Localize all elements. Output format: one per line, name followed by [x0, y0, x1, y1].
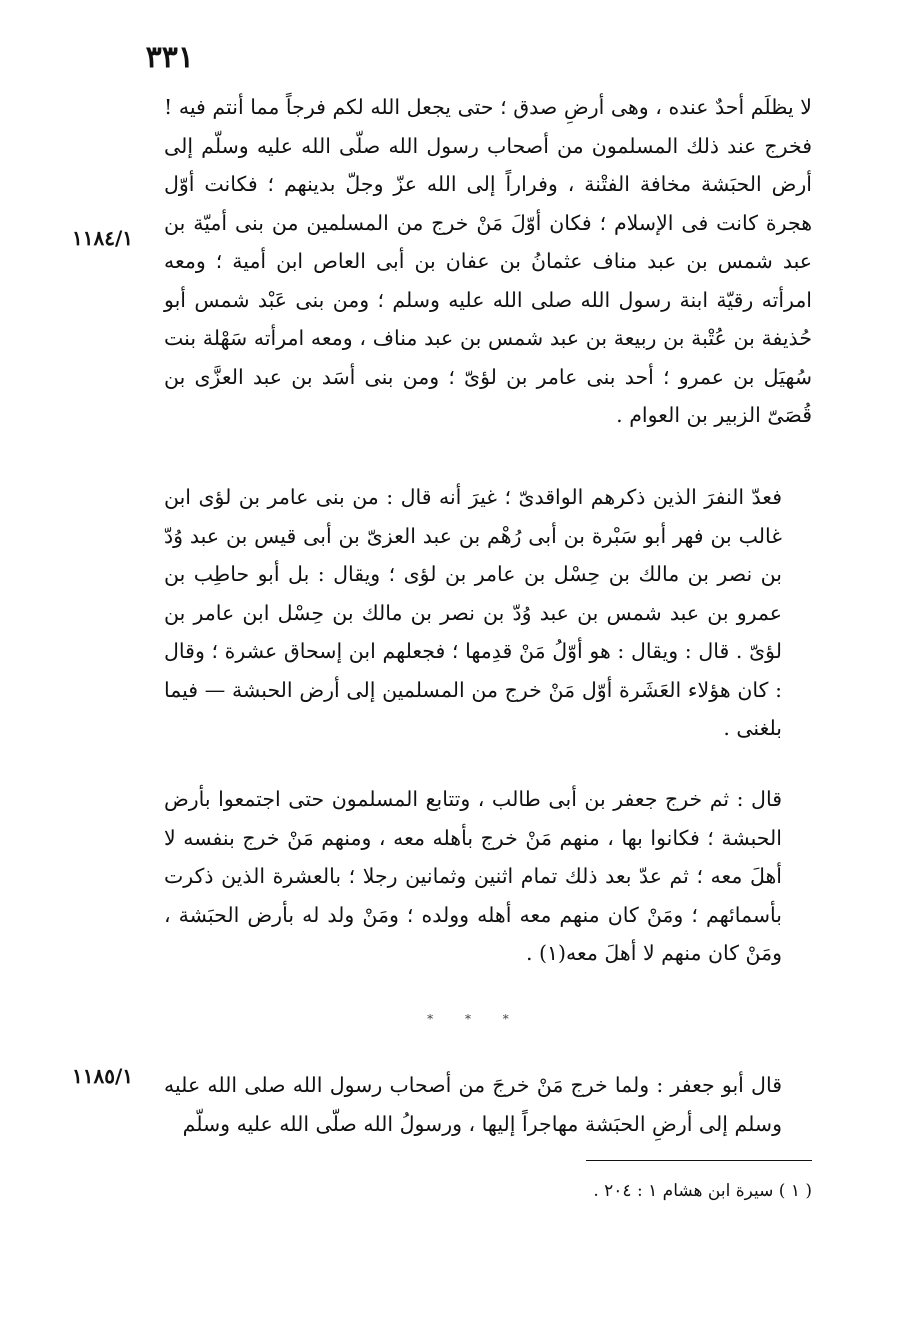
paragraph-3 — [164, 780, 812, 973]
paragraph-text: لا يظلَم أحدٌ عنده ، وهى أرضِ صدق ؛ حتى يجعل الله لكم فرجاً مما أنتم فيه ! فخرج عند ذلك المسلمون من أصحاب رسول الله صلّى الله عليه وسلّم إلى أرض الحبَشة مخافة الفتْنة ، وفراراً إلى الله عزّ وجلّ بدينهم ؛ فكانت أوّل هجرة كانت فى الإسلام ؛ فكان أوّلَ مَنْ خرج من المسلمين من بنى أميّة بن عبد شمس بن عبد مناف عثمانُ بن عفان بن أبى العاص ابن أمية ؛ ومعه امرأته رقيّة ابنة رسول الله صلى الله عليه وسلم ؛ ومن بنى عَبْد شمس أبو حُذيفة بن عُتْبة بن ربيعة بن عبد شمس بن عبد مناف ، ومعه امرأته سَهْلة بنت سُهيَل بن عمرو ؛ أحد بنى عامر بن لؤىّ ؛ ومن بنى أسَد بن عبد العزَّى بن قُصَىّ الزبير بن العوام . — [164, 95, 812, 427]
paragraph-text: فعدّ النفرَ الذين ذكرهم الواقدىّ ؛ غيرَ أنه قال : من بنى عامر بن لؤى ابن غالب بن فهر أبو سَبْرة بن أبى رُهْم بن عبد العزىّ بن أبى قيس بن عبد وُدّ بن نصر بن مالك بن حِسْل بن عامر بن لؤى ؛ ويقال : بل أبو حاطِب بن عمرو بن عبد شمس بن عبد وُدّ بن نصر بن مالك بن حِسْل ابن عامر بن لؤىّ . قال : ويقال : هو أوّلُ مَنْ قدِمها ؛ فجعلهم ابن إسحاق عشرة ؛ وقال : كان هؤلاء العَشَرة أوّل مَنْ خرج من المسلمين إلى أرض الحبشة — فيما بلغنى . — [164, 485, 782, 740]
margin-reference-1: ١١٨٤/١ — [72, 226, 134, 250]
footnote: ( ١ ) سيرة ابن هشام ١ : ٢٠٤ . — [593, 1181, 812, 1201]
page-number: ٣٣١ — [145, 40, 194, 75]
margin-reference-2: ١١٨٥/١ — [72, 1064, 134, 1088]
footnote-divider — [586, 1160, 812, 1161]
paragraph-4 — [164, 1066, 812, 1143]
paragraph-1 — [164, 88, 812, 435]
section-separator: * * * — [427, 1012, 523, 1026]
paragraph-2 — [164, 478, 812, 748]
paragraph-text: قال أبو جعفر : ولما خرج مَنْ خرجَ من أصحاب رسول الله صلى الله عليه وسلم إلى أرضِ الحبَشة مهاجراً إليها ، ورسولُ الله صلّى الله عليه وسلّم — [164, 1073, 782, 1136]
paragraph-text: قال : ثم خرج جعفر بن أبى طالب ، وتتابع المسلمون حتى اجتمعوا بأرض الحبشة ؛ فكانوا بها ، منهم مَنْ خرج بأهله معه ، ومنهم مَنْ خرج بنفسه لا أهلَ معه ؛ ثم عدّ بعد ذلك تمام اثنين وثمانين رجلا ؛ بالعشرة الذين ذكرت بأسمائهم ؛ ومَنْ كان منهم معه أهله وولده ؛ ومَنْ ولد له بأرض الحبَشة ، ومَنْ كان منهم لا أهلَ معه(١) . — [164, 787, 782, 965]
